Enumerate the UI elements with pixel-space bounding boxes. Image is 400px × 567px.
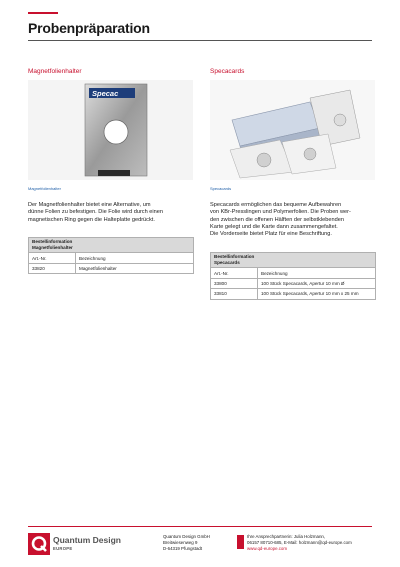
qd-logo-sub: EUROPE (53, 546, 73, 551)
left-order-table (28, 237, 194, 274)
qd-logo-icon (28, 533, 50, 555)
right-col-nr: Art.-Nr. (211, 268, 258, 278)
specacards-photo (210, 80, 375, 180)
header-rule (28, 12, 58, 14)
left-caption: Magnetfolienhalter (28, 186, 61, 191)
right-heading: Specacards (210, 68, 245, 75)
footer-contact: Ihre Ansprechpartnerin: Julia Holzmann, 06157 80710-685, E-Mail: holzmann@qd-europe.com www.qd-europe.com (247, 534, 352, 551)
specac-logo-text: Specac (92, 89, 119, 98)
page-title: Probenpräparation (28, 20, 150, 36)
contact-phone-email[interactable]: 06157 80710-685, E-Mail: holzmann@qd-europe.com (247, 540, 352, 545)
right-table-header: Bestellinformation Specacards (211, 253, 376, 268)
title-underline (28, 40, 372, 41)
left-body: Der Magnetfolienhalter bietet eine Alternative, um dünne Folien zu befestigen. Die Folie wird durch einen magnetischen Ring gegen die Halteplatte gedrückt. (28, 202, 163, 223)
left-col-nr: Art.-Nr. (29, 253, 76, 263)
contact-icon (237, 535, 244, 549)
right-caption: Specacards (210, 186, 232, 191)
footer-address: Quantum Design GmbH Breitwiesenweg 9 D-64319 Pfungstadt (163, 534, 210, 551)
magnet-holder-photo (28, 80, 193, 180)
qd-logo-text: Quantum Design (53, 535, 122, 545)
table-row: 33800 100 Stück Specacards, Apertur 10 mm Ø (211, 278, 376, 288)
table-row: 33810 100 Stück Specacards, Apertur 10 mm x 25 mm (211, 289, 376, 299)
left-heading: Magnetfolienhalter (28, 68, 82, 75)
left-col-desc: Bezeichnung (76, 253, 194, 263)
right-col-desc: Bezeichnung (258, 268, 376, 278)
footer-logo (28, 533, 128, 555)
specacards-illustration (210, 80, 375, 180)
right-body: Specacards ermöglichen das bequeme Aufbewahren von KBr-Presslingen und Polymerfolien. Die Proben wer- den zwischen die offenen Hälften der selbstklebenden Karte gelegt und die Karte dann zusammengefaltet. Die Vorderseite bietet Platz für eine Beschriftung. (210, 202, 351, 238)
right-order-table (210, 252, 376, 300)
left-table-header: Bestellinformation Magnetfolienhalter (29, 238, 194, 253)
magnet-holder-illustration (28, 80, 193, 180)
table-row: 33820 Magnetfolienhalter (29, 263, 194, 273)
footer-rule (28, 526, 372, 527)
website-link[interactable]: www.qd-europe.com (247, 546, 288, 551)
